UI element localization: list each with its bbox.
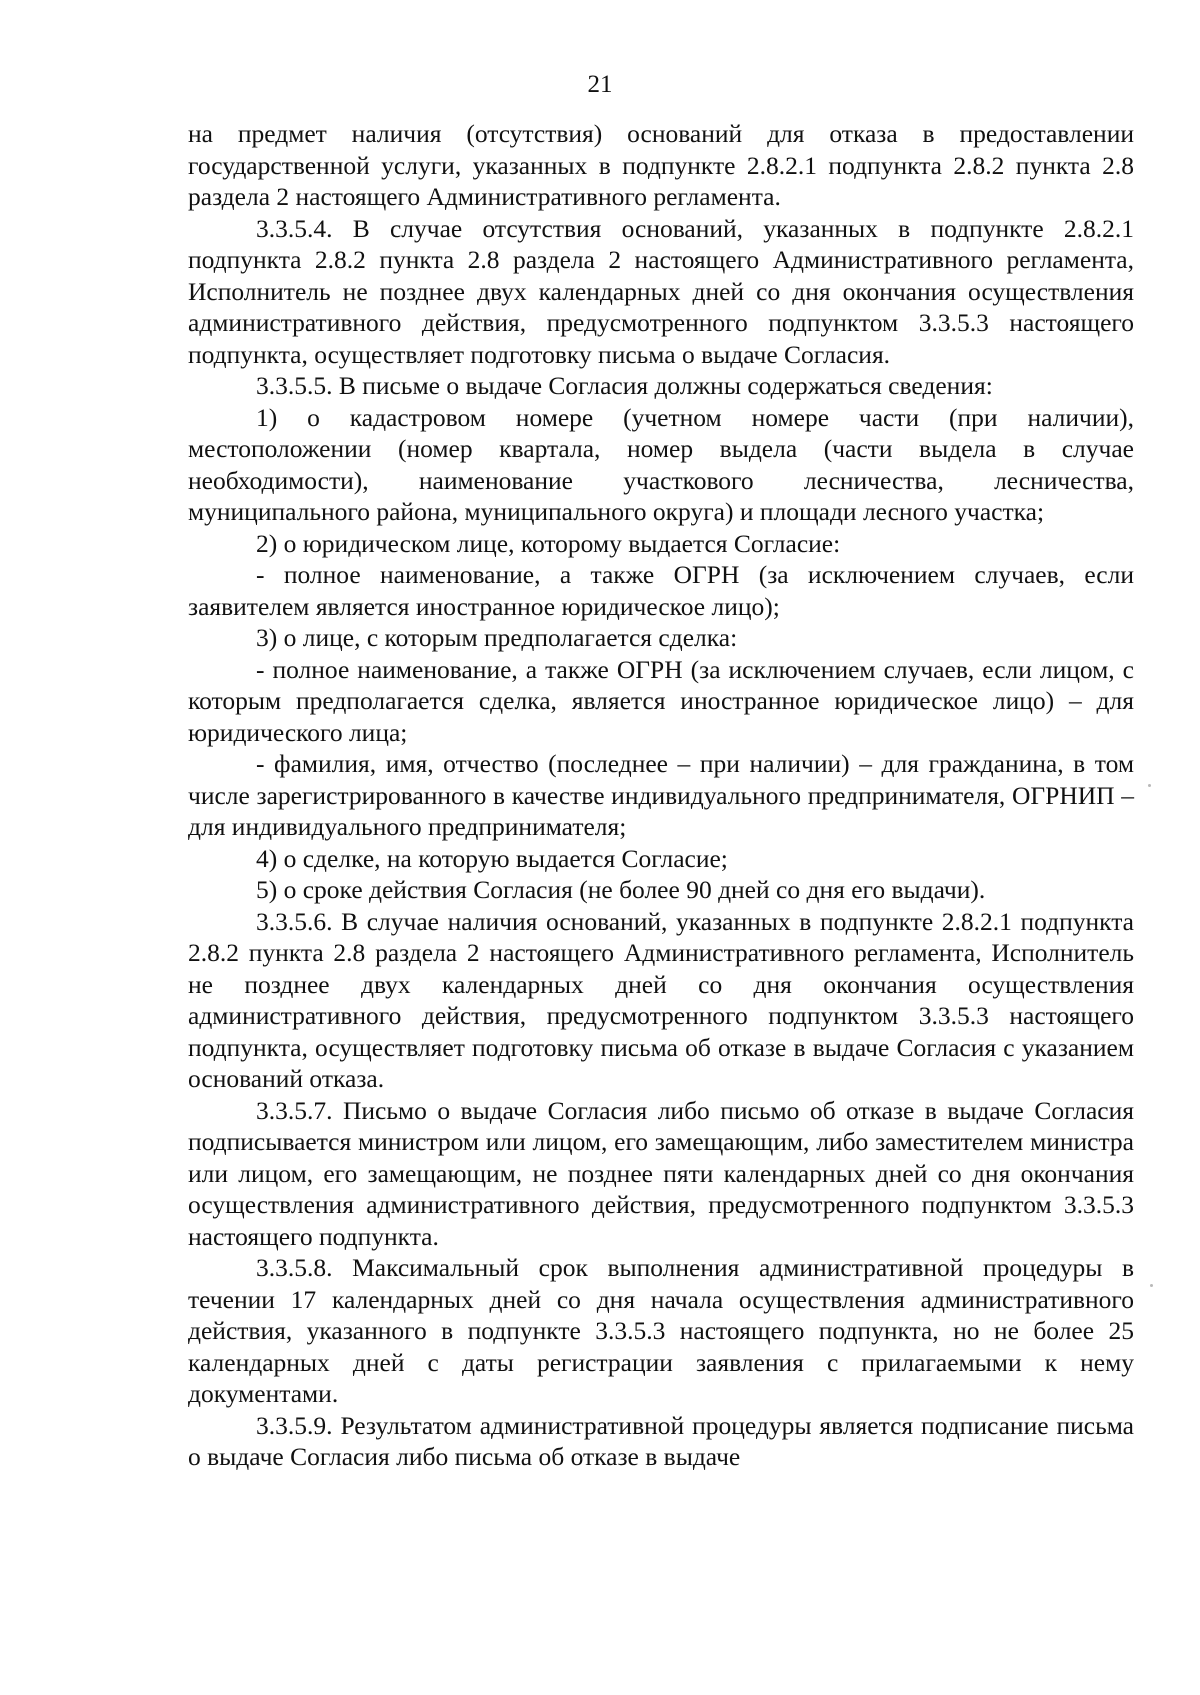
document-body bbox=[188, 118, 1134, 1473]
paragraph-continuation: на предмет наличия (отсутствия) оснований для отказа в предоставлении государственной услуги, указанных в подпункте 2.8.2.1 подпункта 2.8.2 пункта 2.8 раздела 2 настоящего Административного регламента. bbox=[188, 119, 1134, 211]
list-item-1: 1) о кадастровом номере (учетном номере части (при наличии), местоположении (номер квартала, номер выдела (части выдела в случае необходимости), наименование участкового лесничества, лесничества, муниципального района, муниципального округа) и площади лесного участка; bbox=[188, 402, 1134, 526]
paragraph-3-3-5-8: 3.3.5.8. Максимальный срок выполнения административной процедуры в течении 17 календарных дней со дня начала осуществления административного действия, указанного в подпункте 3.3.5.3 настоящего подпункта, но не более 25 календарных дней с даты регистрации заявления с прилагаемыми к нему документами. bbox=[188, 1253, 1134, 1408]
paragraph-3-3-5-6: 3.3.5.6. В случае наличия оснований, указанных в подпункте 2.8.2.1 подпункта 2.8.2 пункта 2.8 раздела 2 настоящего Административного регламента, Исполнитель не позднее двух календарных дней со дня окончания осуществления административного действия, предусмотренного подпунктом 3.3.5.3 настоящего подпункта, осуществляет подготовку письма об отказе в выдаче Согласия с указанием оснований отказа. bbox=[188, 906, 1134, 1093]
paragraph-3-3-5-9: 3.3.5.9. Результатом административной процедуры является подписание письма о выдаче Согласия либо письма об отказе в выдаче bbox=[188, 1410, 1134, 1471]
list-item-3-detail-citizen: - фамилия, имя, отчество (последнее – при наличии) – для гражданина, в том числе зарегистрированного в качестве индивидуального предпринимателя, ОГРНИП – для индивидуального предпринимателя; bbox=[188, 749, 1134, 841]
paragraph-3-3-5-7: 3.3.5.7. Письмо о выдаче Согласия либо письмо об отказе в выдаче Согласия подписывается министром или лицом, его замещающим, либо заместителем министра или лицом, его замещающим, не позднее пяти календарных дней со дня окончания осуществления административного действия, предусмотренного подпунктом 3.3.5.3 настоящего подпункта. bbox=[188, 1095, 1134, 1251]
paragraph-3-3-5-4: 3.3.5.4. В случае отсутствия оснований, указанных в подпункте 2.8.2.1 подпункта 2.8.2 пункта 2.8 раздела 2 настоящего Административного регламента, Исполнитель не позднее двух календарных дней со дня окончания осуществления административного действия, предусмотренного подпунктом 3.3.5.3 настоящего подпункта, осуществляет подготовку письма о выдаче Согласия. bbox=[188, 213, 1134, 369]
scan-speck-mark bbox=[1150, 1284, 1153, 1287]
list-item-3: 3) о лице, с которым предполагается сделка: bbox=[256, 623, 738, 652]
paragraph-3-3-5-5: 3.3.5.5. В письме о выдаче Согласия должны содержаться сведения: bbox=[256, 371, 993, 400]
list-item-2: 2) о юридическом лице, которому выдается Согласие: bbox=[256, 528, 841, 558]
page-number: 21 bbox=[587, 71, 613, 98]
list-item-2-detail: - полное наименование, а также ОГРН (за исключением случаев, если заявителем является иностранное юридическое лицо); bbox=[188, 560, 1134, 621]
list-item-4: 4) о сделке, на которую выдается Согласие; bbox=[256, 843, 728, 873]
list-item-3-detail-legal-entity: - полное наименование, а также ОГРН (за исключением случаев, если лицом, с которым предполагается сделка, является иностранное юридическое лицо) – для юридического лица; bbox=[188, 654, 1134, 747]
list-item-5: 5) о сроке действия Согласия (не более 90 дней со дня его выдачи). bbox=[256, 875, 986, 904]
scan-speck-mark bbox=[1148, 784, 1151, 787]
